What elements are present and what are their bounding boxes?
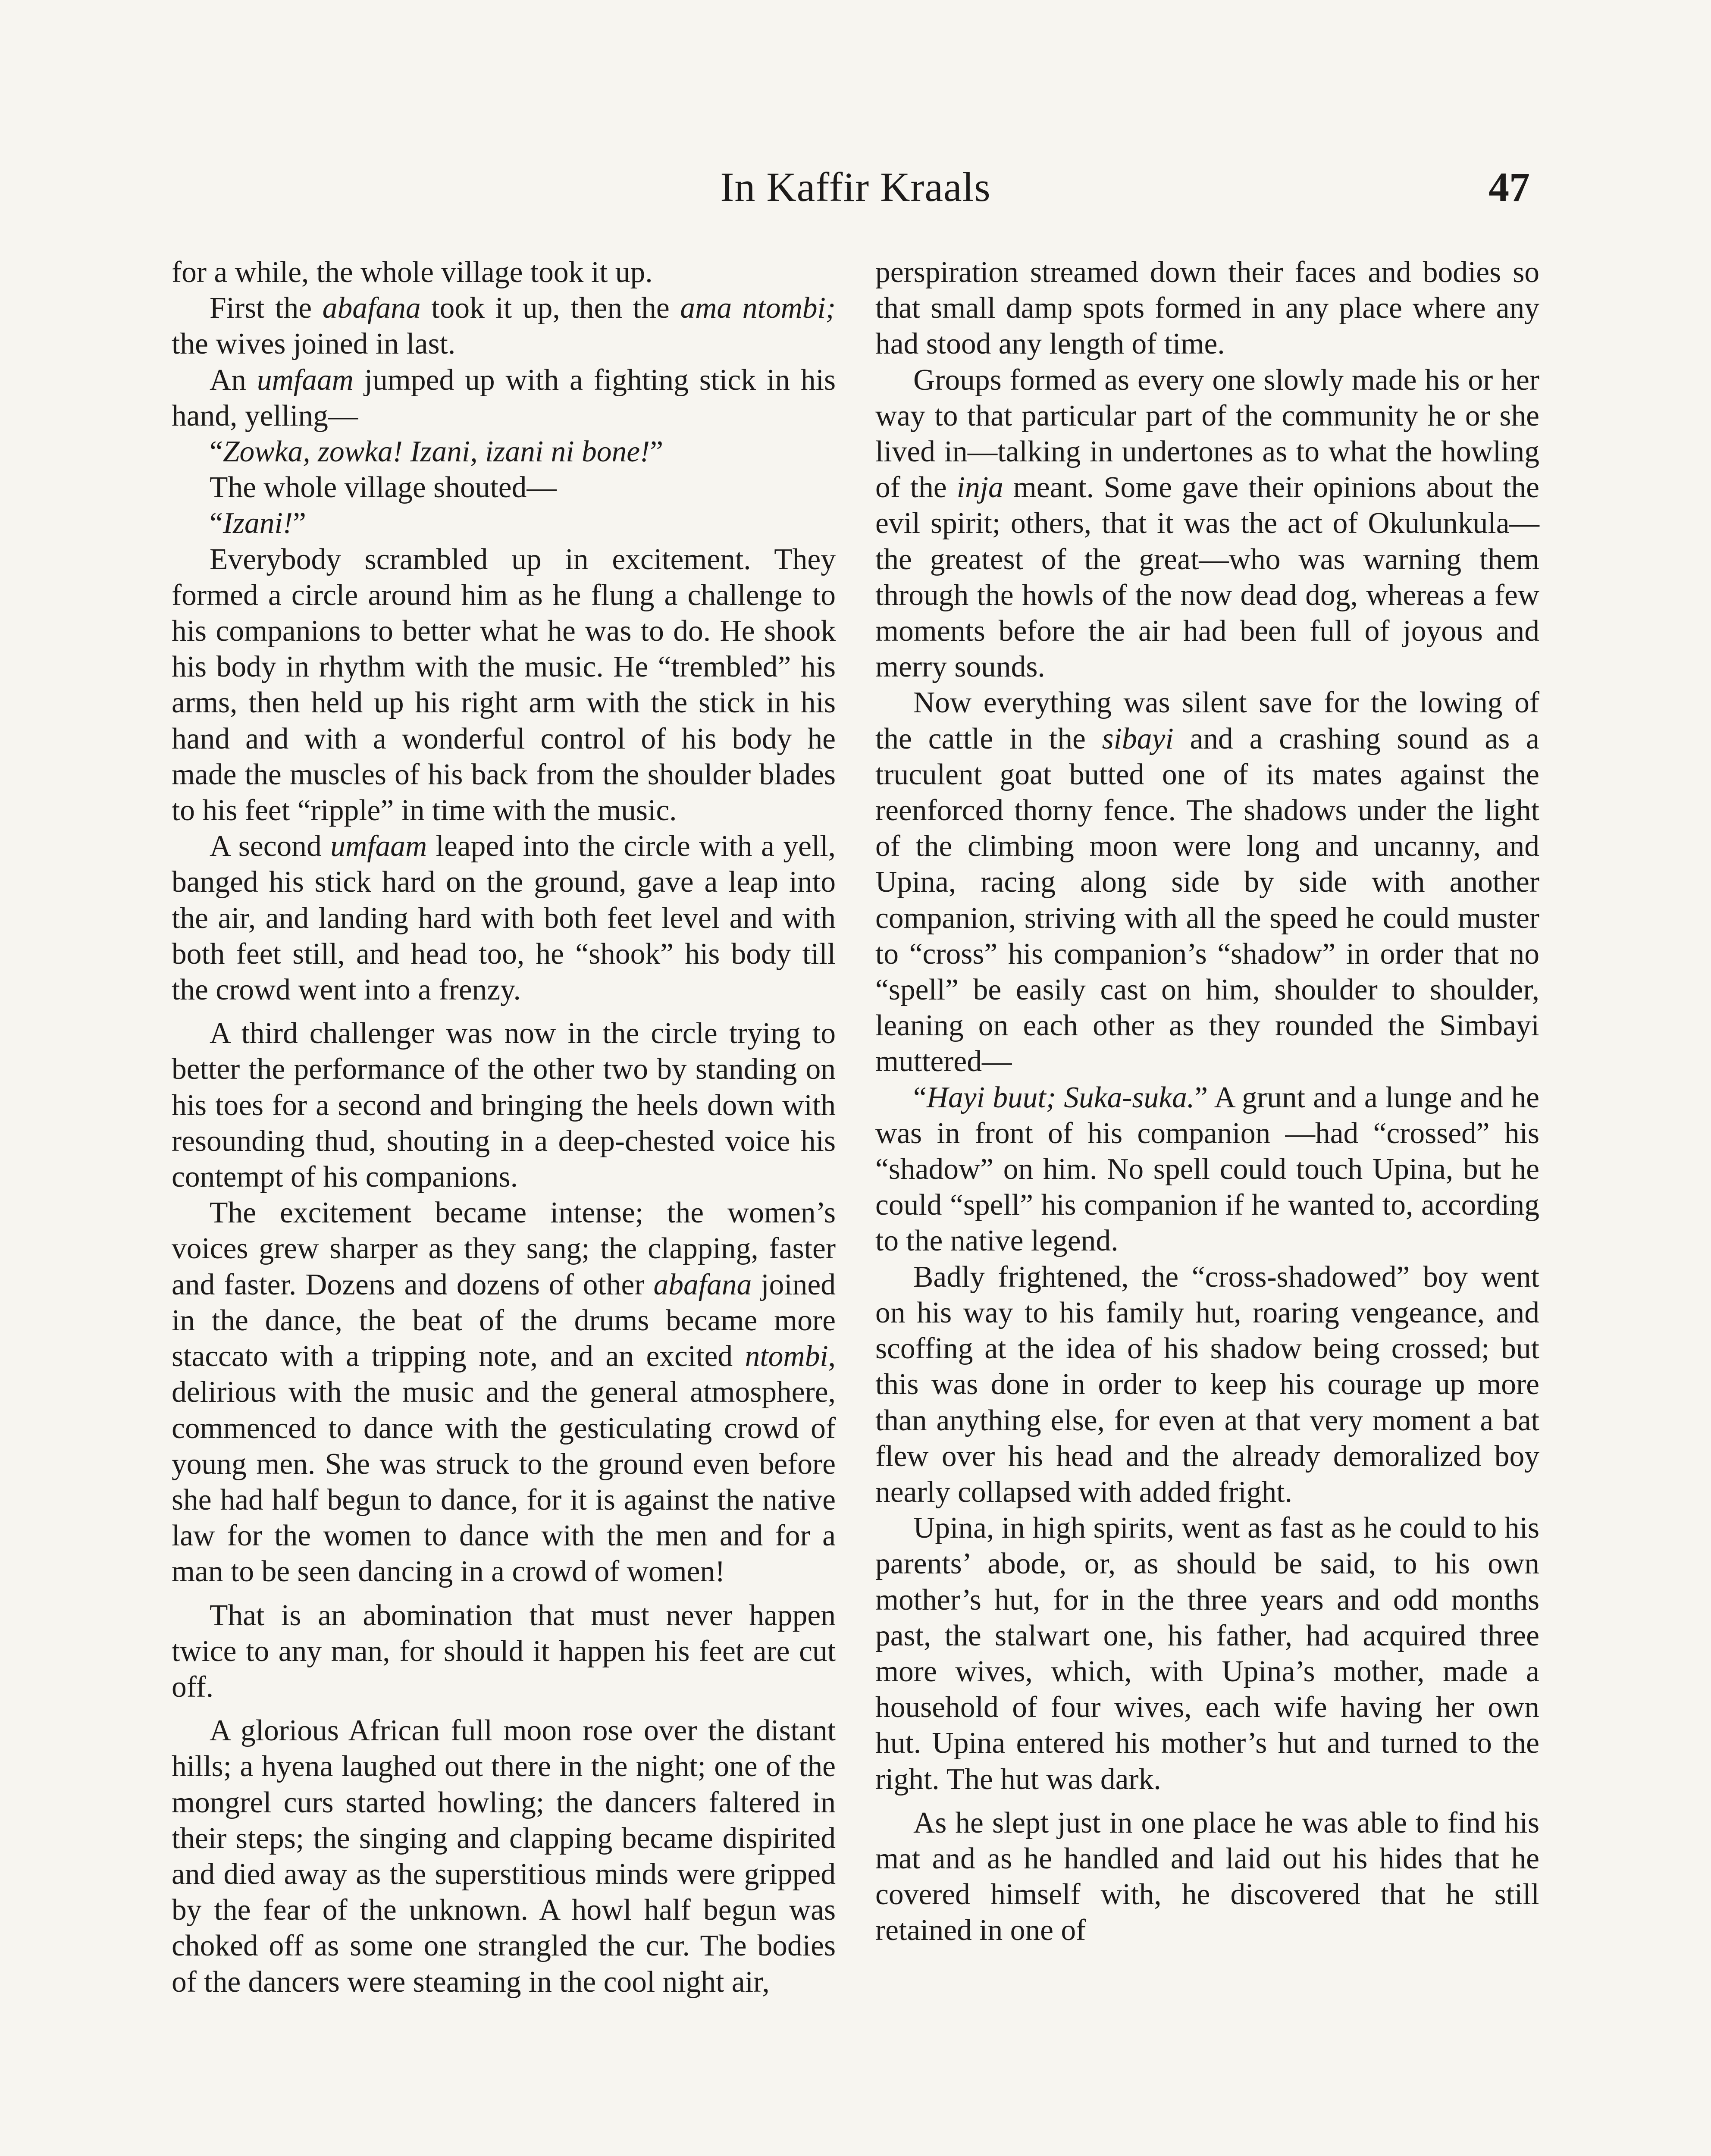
text-run: “ bbox=[210, 507, 223, 540]
italic-phrase: Hayi buut; Suka-suka. bbox=[926, 1081, 1195, 1114]
page-number: 47 bbox=[1489, 164, 1530, 210]
paragraph bbox=[172, 505, 836, 541]
italic-phrase: abafana bbox=[653, 1268, 752, 1301]
text-run: “ bbox=[210, 435, 223, 469]
text-run: Everybody scrambled up in excitement. They formed a circle around him as he flung a challenge to his companions to better what he was to do. He shook his body in rhythm with the music. He “trembled” his arms, then held up his right arm with the stick in his hand and with a wonderful control of his body he made the muscles of his back from the shoulder blades to his feet “ripple” in time with the music. bbox=[172, 542, 836, 827]
italic-phrase: inja bbox=[956, 471, 1003, 505]
paragraph bbox=[172, 542, 836, 829]
paragraph bbox=[875, 1510, 1539, 1797]
text-run: First the bbox=[210, 291, 323, 325]
italic-phrase: ama ntombi; bbox=[680, 291, 836, 325]
paragraph bbox=[172, 1015, 836, 1195]
text-run: A glorious African full moon rose over the distant hills; a hyena laughed out there in the night; one of the mongrel curs started howling; the dancers faltered in their steps; the singing and clapping became dispirited and died away as the superstitious minds were gripped by the fear of the unknown. A howl half begun was choked off as some one strangled the cur. The bodies of the dancers were steaming in the cool night air, bbox=[172, 1714, 836, 1999]
text-run: A third challenger was now in the circle trying to better the performance of the other two by standing on his toes for a second and bringing the heels down with resounding thud, shouting in a deep-chested voice his contempt of his companions. bbox=[172, 1017, 836, 1194]
text-run: ” bbox=[293, 507, 306, 540]
paragraph bbox=[172, 362, 836, 434]
paragraph bbox=[875, 685, 1539, 1079]
paragraph bbox=[172, 290, 836, 362]
text-run: for a while, the whole village took it up. bbox=[172, 256, 653, 289]
text-run: Upina, in high spirits, went as fast as he could to his parents’ abode, or, as should be said, to his own mother’s hut, for in the three years and odd months past, the stalwart one, his father, had acquired three more wives, which, with Upina’s mother, made a household of four wives, each wife having her own hut. Upina entered his mother’s hut and turned to the right. The hut was dark. bbox=[875, 1511, 1539, 1796]
italic-phrase: Zowka, zowka! Izani, izani ni bone! bbox=[222, 435, 650, 469]
italic-phrase: abafana bbox=[322, 291, 421, 325]
text-run: Groups formed as every one slowly made his or her way to that particular part of the community he or she lived in—talking in undertones as to what the howling of the bbox=[875, 363, 1539, 505]
italic-phrase: umfaam bbox=[330, 830, 427, 863]
paragraph bbox=[172, 434, 836, 470]
italic-phrase: ntombi bbox=[745, 1340, 828, 1373]
paragraph bbox=[875, 254, 1539, 362]
text-run: took it up, then the bbox=[420, 291, 680, 325]
right-text-column bbox=[875, 254, 1539, 1949]
text-run: and a crashing sound as a truculent goat butted one of its mates against the reenforced thorny fence. The shadows under the light of the climbing moon were long and uncanny, and Upina, racing along side by side with another companion, striving with all the speed he could muster to “cross” his companion’s “shadow” in order that no “spell” be easily cast on him, shoulder to shoulder, leaning on each other as they rounded the Simbayi muttered— bbox=[875, 722, 1539, 1078]
text-run: the wives joined in last. bbox=[172, 327, 456, 361]
paragraph bbox=[875, 1805, 1539, 1949]
text-run: That is an abomination that must never happen twice to any man, for should it happen his feet are cut off. bbox=[172, 1598, 836, 1704]
text-run: leaped into the circle with a yell, banged his stick hard on the ground, gave a leap into the air, and landing hard with both feet level and with both feet still, and head too, he “shook” his body till the crowd went into a frenzy. bbox=[172, 830, 836, 1007]
text-run: , delirious with the music and the general atmosphere, commenced to dance with the gesticulating crowd of young men. She was struck to the ground even before she had half begun to dance, for it is against the native law for the women to dance with the men and for a man to be seen dancing in a crowd of women! bbox=[172, 1340, 836, 1589]
italic-phrase: Izani! bbox=[222, 507, 293, 540]
page-header bbox=[0, 163, 1711, 219]
text-run: meant. Some gave their opinions about the evil spirit; others, that it was the act of Okulunkula—the greatest of the great—who was warning them through the howls of the now dead dog, whereas a few moments before the air had been full of joyous and merry sounds. bbox=[875, 471, 1539, 684]
italic-phrase: umfaam bbox=[257, 363, 354, 397]
text-run: joined in the dance, the beat of the drums became more staccato with a tripping note, and an excited bbox=[172, 1268, 836, 1373]
text-run: perspiration streamed down their faces and bodies so that small damp spots formed in any place where any had stood any length of time. bbox=[875, 256, 1539, 361]
text-run: A second bbox=[210, 830, 331, 863]
paragraph bbox=[875, 1259, 1539, 1510]
text-run: As he slept just in one place he was able to find his mat and as he handled and laid out his hides that he covered himself with, he discovered that he still retained in one of bbox=[875, 1806, 1539, 1947]
paragraph bbox=[172, 1195, 836, 1589]
paragraph bbox=[875, 1080, 1539, 1259]
paragraph bbox=[172, 1713, 836, 2000]
paragraph bbox=[172, 1598, 836, 1705]
left-text-column bbox=[172, 254, 836, 2000]
text-run: ” bbox=[650, 435, 664, 469]
paragraph bbox=[172, 470, 836, 505]
text-run: jumped up with a fighting stick in his hand, yelling— bbox=[172, 363, 836, 432]
running-title: In Kaffir Kraals bbox=[720, 164, 991, 210]
text-run: ” A grunt and a lunge and he was in front of his companion —had “crossed” his “shadow” on him. No spell could touch Upina, but he could “spell” his companion if he wanted to, according to the native legend. bbox=[875, 1081, 1540, 1258]
text-run: Badly frightened, the “cross-shadowed” boy went on his way to his family hut, roaring vengeance, and scoffing at the idea of his shadow being crossed; but this was done in order to keep his courage up more than anything else, for even at that very moment a bat flew over his head and the already demoralized boy nearly collapsed with added fright. bbox=[875, 1260, 1539, 1509]
italic-phrase: sibayi bbox=[1102, 722, 1174, 755]
paragraph bbox=[875, 362, 1539, 685]
text-run: “ bbox=[913, 1081, 927, 1114]
text-run: Now everything was silent save for the lowing of the cattle in the bbox=[875, 686, 1539, 755]
paragraph bbox=[172, 254, 836, 290]
text-run: An bbox=[210, 363, 257, 397]
text-run: The whole village shouted— bbox=[210, 471, 557, 505]
paragraph bbox=[172, 828, 836, 1008]
text-run: The excitement became intense; the women’s voices grew sharper as they sang; the clapping, faster and faster. Dozens and dozens of other bbox=[172, 1196, 836, 1301]
